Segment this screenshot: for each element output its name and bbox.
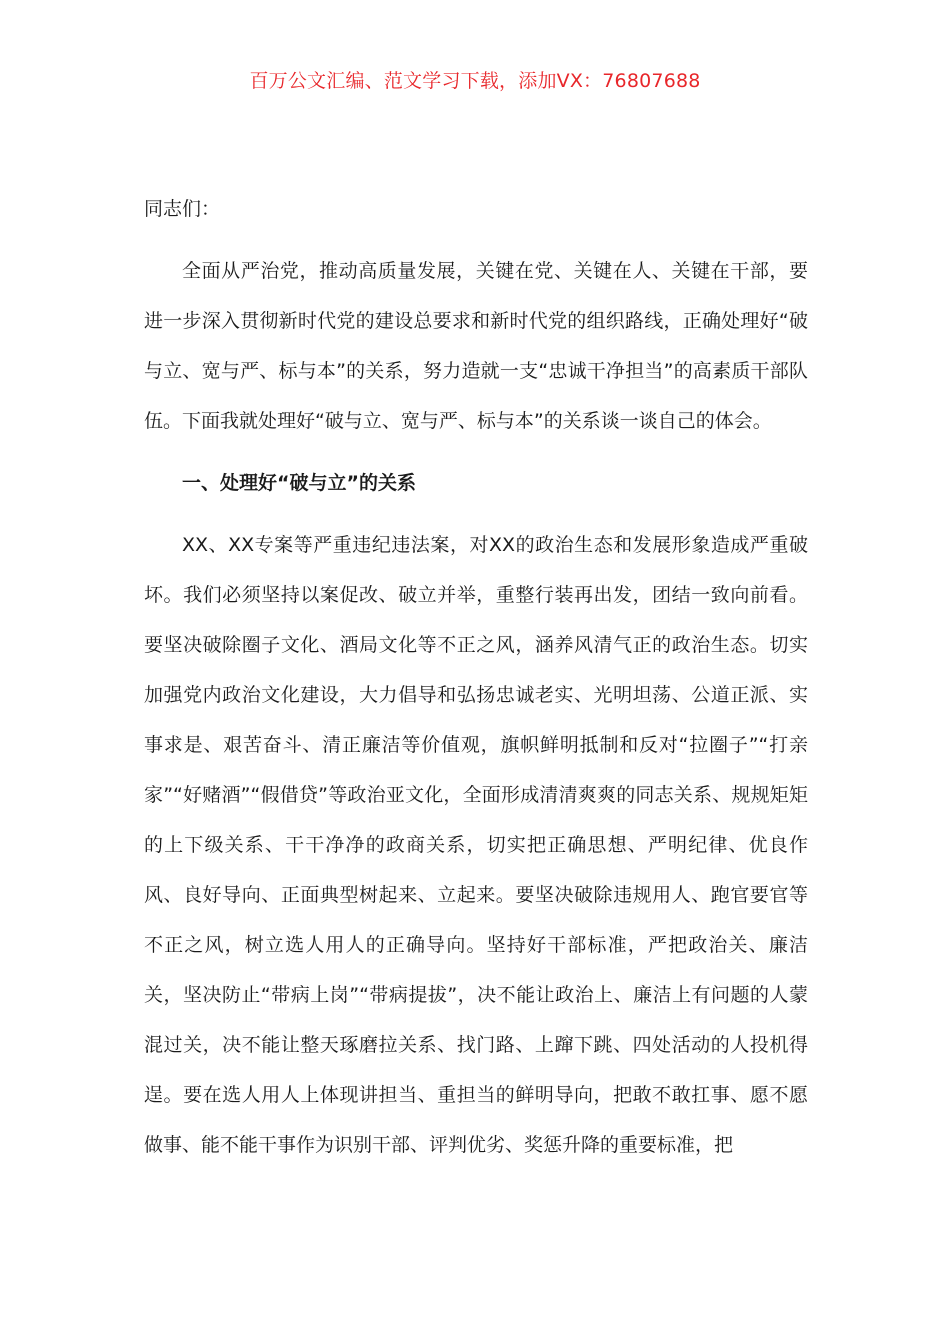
section-paragraph: XX、XX专案等严重违纪违法案，对XX的政治生态和发展形象造成严重破坏。我们必须坚持以案促改、破立并举，重整行装再出发，团结一致向前看。要坚决破除圈子文化、酒局文化等不正之风，涵养风清气正的政治生态。切实加强党内政治文化建设，大力倡导和弘扬忠诚老实、光明坦荡、公道正派、实事求是、艰苦奋斗、清正廉洁等价值观，旗帜鲜明抵制和反对“拉圈子”“打亲家”“好赌酒”“假借贷”等政治亚文化，全面形成清清爽爽的同志关系、规规矩矩的上下级关系、干干净净的政商关系，切实把正确思想、严明纪律、优良作风、良好导向、正面典型树起来、立起来。要坚决破除违规用人、跑官要官等不正之风，树立选人用人的正确导向。坚持好干部标准，严把政治关、廉洁关，坚决防止“带病上岗”“带病提拔”，决不能让政治上、廉洁上有问题的人蒙混过关，决不能让整天琢磨拉关系、找门路、上蹿下跳、四处活动的人投机得逞。要在选人用人上体现讲担当、重担当的鲜明导向，把敢不敢扛事、愿不愿做事、能不能干事作为识别干部、评判优劣、奖惩升降的重要标准，把 [144, 534, 808, 1156]
watermark-banner: 百万公文汇编、范文学习下载，添加VX：76807688 [249, 70, 701, 92]
salutation: 同志们： [144, 198, 221, 220]
section-heading: 一、处理好“破与立”的关系 [182, 472, 416, 494]
document-body [144, 184, 808, 1170]
intro-paragraph: 全面从严治党，推动高质量发展，关键在党、关键在人、关键在干部，要进一步深入贯彻新时代党的建设总要求和新时代党的组织路线，正确处理好“破与立、宽与严、标与本”的关系，努力造就一支“忠诚干净担当”的高素质干部队伍。下面我就处理好“破与立、宽与严、标与本”的关系谈一谈自己的体会。 [144, 260, 808, 432]
